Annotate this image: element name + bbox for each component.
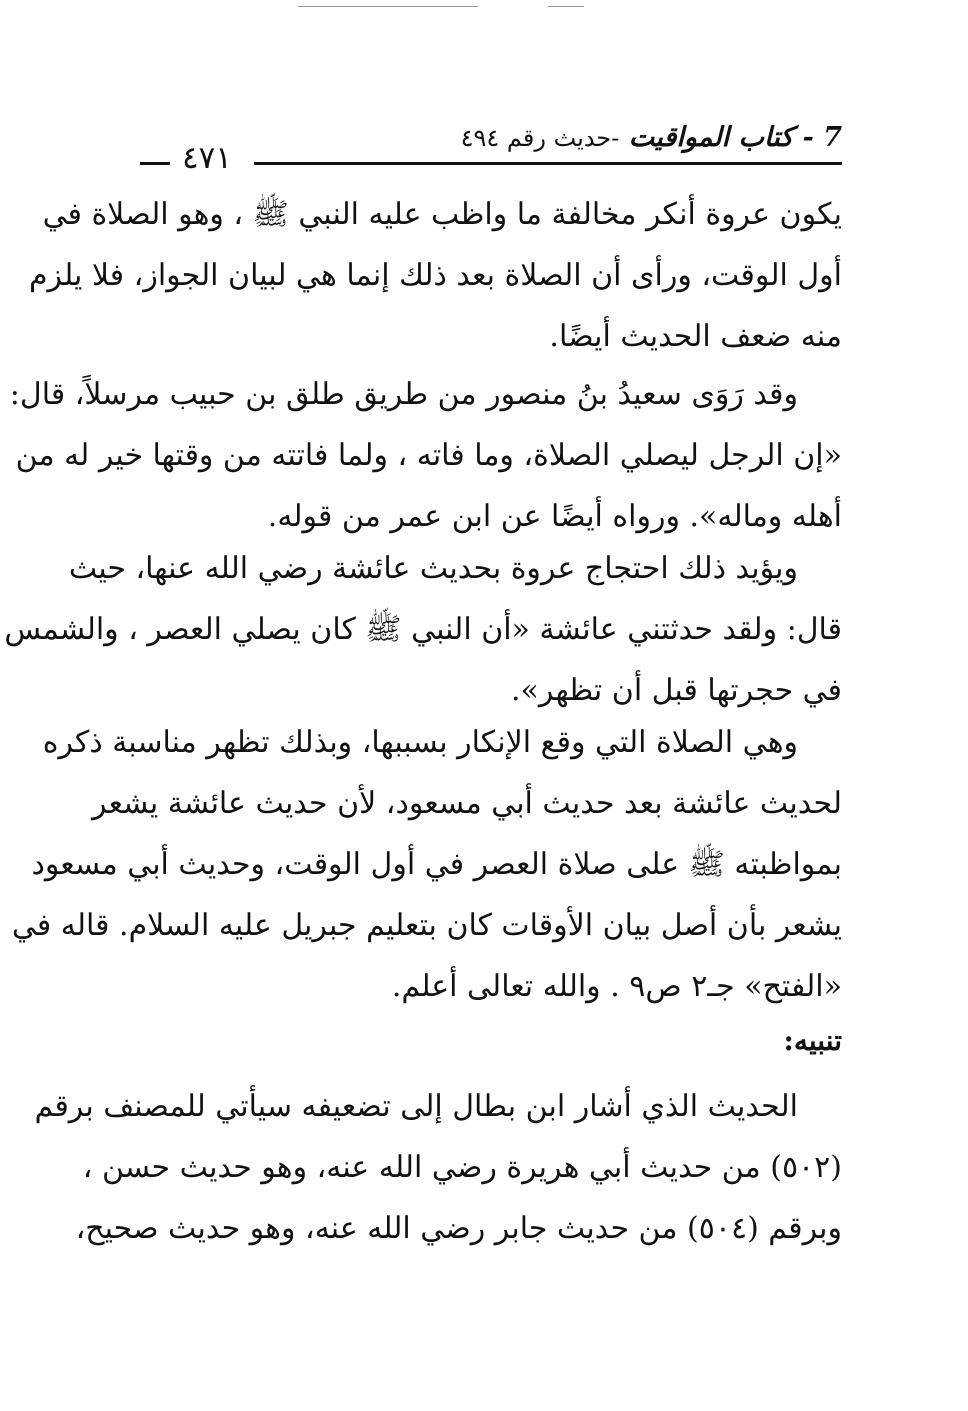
paragraph-3: [4, 538, 842, 721]
page-number-dash: [140, 162, 170, 165]
text-line: «إن الرجل ليصلي الصلاة، وما فاته ، ولما فاتته من وقتها خير له من: [15, 438, 842, 473]
text-line: وهي الصلاة التي وقع الإنكار بسببها، وبذلك تظهر مناسبة ذكره: [42, 725, 798, 760]
text-line: لحديث عائشة بعد حديث أبي مسعود، لأن حديث عائشة يشعر: [92, 786, 842, 821]
text-line: وقد رَوَى سعيدُ بنُ منصور من طريق طلق بن حبيب مرسلاً، قال:: [9, 377, 798, 412]
page-number: ٤٧١: [182, 140, 232, 176]
chapter-title: 7 - كتاب المواقيت: [628, 122, 842, 153]
header-rule: [254, 162, 842, 165]
text-line: بمواظبته ﷺ على صلاة العصر في أول الوقت، وحديث أبي مسعود: [31, 847, 842, 882]
running-header: [140, 118, 842, 176]
text-line: «الفتح» جـ٢ ص٩ . والله تعالى أعلم.: [391, 969, 842, 1004]
text-line: وبرقم (٥٠٤) من حديث جابر رضي الله عنه، وهو حديث صحيح،: [75, 1211, 842, 1246]
text-line: أهله وماله». ورواه أيضًا عن ابن عمر من قوله.: [267, 499, 842, 534]
text-line: يكون عروة أنكر مخالفة ما واظب عليه النبي ﷺ ، وهو الصلاة في: [42, 197, 842, 232]
top-scan-rule-short: [548, 6, 584, 7]
text-line: (٥٠٢) من حديث أبي هريرة رضي الله عنه، وهو حديث حسن ،: [82, 1150, 842, 1185]
text-line: منه ضعف الحديث أيضًا.: [549, 319, 842, 354]
header-title: [461, 122, 842, 153]
text-line: الحديث الذي أشار ابن بطال إلى تضعيفه سيأتي للمصنف برقم: [34, 1089, 798, 1124]
text-line: ويؤيد ذلك احتجاج عروة بحديث عائشة رضي الله عنها، حيث: [68, 551, 798, 586]
note-heading: تنبيه:: [783, 1024, 842, 1057]
text-line: يشعر بأن أصل بيان الأوقات كان بتعليم جبريل عليه السلام. قاله في: [11, 908, 842, 943]
paragraph-4: [11, 712, 842, 1017]
note-paragraph: [34, 1076, 842, 1259]
hadith-reference: -حديث رقم ٤٩٤: [460, 124, 620, 152]
text-line: أول الوقت، ورأى أن الصلاة بعد ذلك إنما هي لبيان الجواز، فلا يلزم: [28, 258, 842, 293]
text-line: قال: ولقد حدثتني عائشة «أن النبي ﷺ كان يصلي العصر ، والشمس: [4, 612, 842, 647]
paragraph-1: [28, 184, 842, 367]
text-line: في حجرتها قبل أن تظهر».: [511, 673, 842, 708]
paragraph-2: [9, 364, 842, 547]
top-scan-rule: [298, 6, 478, 7]
